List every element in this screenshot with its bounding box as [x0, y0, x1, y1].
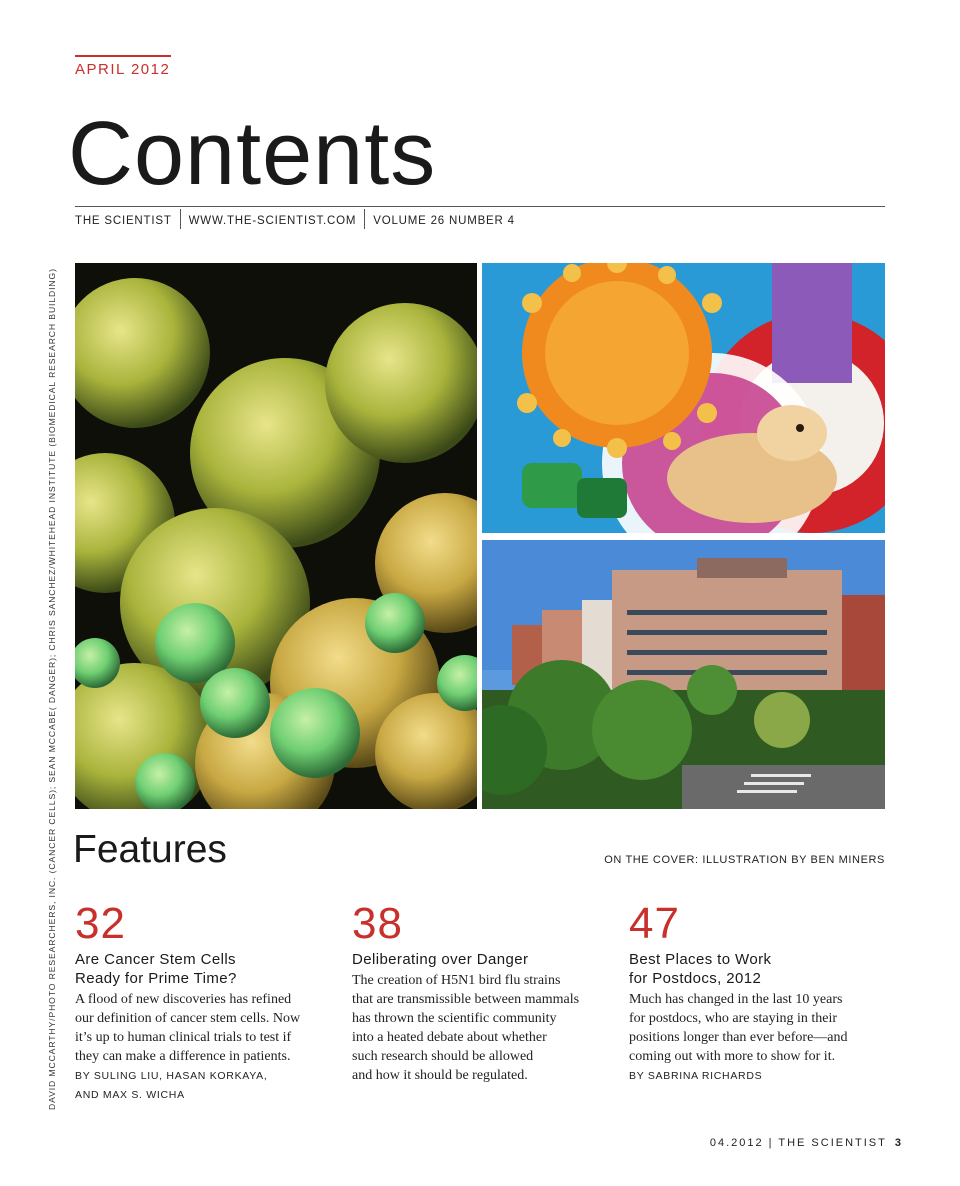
cancer-cells-graphic: [75, 263, 477, 809]
feature-dek-line: that are transmissible between mammals: [352, 992, 580, 1007]
building-graphic: [482, 540, 885, 809]
feature-headline: [352, 950, 612, 969]
feature-dek-line: they can make a difference in patients.: [75, 1049, 291, 1064]
photo-credit: DAVID MCCARTHY/PHOTO RESEARCHERS, INC. (CANCER CELLS); SEAN MCCABE( DANGER); CHRIS SANCHEZ/WHITEHEAD INSTITUTE (BIOMEDICAL RESEARCH BUILDING): [47, 268, 57, 1110]
danger-illustration[interactable]: [482, 263, 885, 533]
feature-item[interactable]: [629, 899, 889, 1086]
feature-dek-line: into a heated debate about whether: [352, 1030, 547, 1045]
feature-dek-line: and how it should be regulated.: [352, 1068, 528, 1083]
research-building-photo[interactable]: [482, 540, 885, 809]
feature-byline-line: AND MAX S. WICHA: [75, 1089, 185, 1101]
feature-headline-line: Deliberating over Danger: [352, 951, 529, 968]
feature-page-number: 32: [75, 899, 126, 948]
feature-headline: [75, 950, 335, 988]
page-title: Contents: [68, 104, 437, 204]
feature-dek-line: has thrown the scientific community: [352, 1011, 557, 1026]
danger-graphic: [482, 263, 885, 533]
feature-byline-line: BY SULING LIU, HASAN KORKAYA,: [75, 1070, 268, 1082]
feature-dek-line: for postdocs, who are staying in their: [629, 1011, 838, 1026]
feature-byline: [629, 1067, 889, 1086]
feature-headline: [629, 950, 889, 988]
issue-date: APRIL 2012: [75, 61, 171, 78]
page-folio: [710, 1137, 903, 1149]
feature-dek-line: positions longer than ever before—and: [629, 1030, 848, 1045]
feature-byline: [75, 1067, 335, 1105]
cancer-cells-image[interactable]: [75, 263, 477, 809]
feature-page-number: 47: [629, 899, 680, 948]
feature-dek-line: A flood of new discoveries has refined: [75, 992, 292, 1007]
masthead-website-link[interactable]: WWW.THE-SCIENTIST.COM: [188, 215, 357, 227]
masthead-rule: [75, 206, 885, 207]
issue-date-rule: [75, 55, 171, 57]
feature-dek-line: such research should be allowed: [352, 1049, 534, 1064]
feature-dek: [629, 990, 889, 1066]
feature-page-number: 38: [352, 899, 403, 948]
feature-headline-line: Best Places to Work: [629, 951, 772, 968]
feature-item[interactable]: [352, 899, 612, 1085]
feature-dek: [352, 971, 612, 1085]
feature-dek: [75, 990, 335, 1066]
feature-dek-line: coming out with more to show for it.: [629, 1049, 836, 1064]
cover-credit: ON THE COVER: ILLUSTRATION BY BEN MINERS: [604, 854, 885, 866]
feature-headline-line: Ready for Prime Time?: [75, 970, 237, 987]
feature-byline-line: BY SABRINA RICHARDS: [629, 1070, 763, 1082]
folio-text: 04.2012 | THE SCIENTIST: [709, 1137, 887, 1149]
feature-dek-line: Much has changed in the last 10 years: [629, 992, 843, 1007]
masthead: [75, 208, 523, 230]
feature-dek-line: it’s up to human clinical trials to test if: [75, 1030, 292, 1045]
page-number: 3: [894, 1137, 903, 1149]
feature-dek-line: The creation of H5N1 bird flu strains: [352, 973, 561, 988]
feature-headline-line: for Postdocs, 2012: [629, 970, 762, 987]
feature-headline-line: Are Cancer Stem Cells: [75, 951, 236, 968]
feature-dek-line: our definition of cancer stem cells. Now: [75, 1011, 301, 1026]
features-heading: Features: [73, 828, 227, 871]
feature-item[interactable]: [75, 899, 335, 1105]
masthead-publication: THE SCIENTIST: [75, 215, 172, 227]
masthead-volume: VOLUME 26 NUMBER 4: [373, 215, 515, 227]
